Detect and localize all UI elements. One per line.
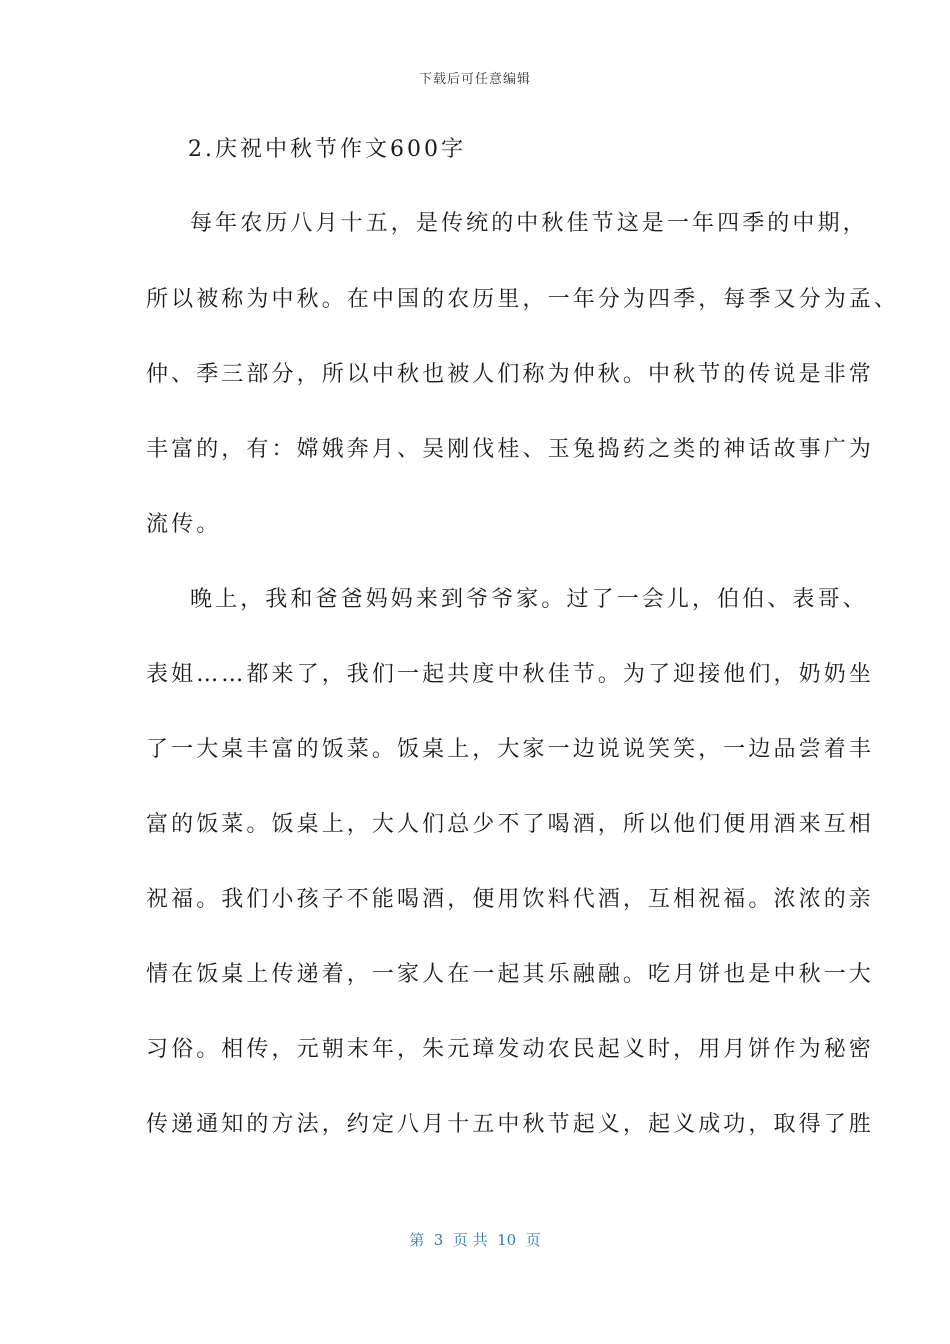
page-number-footer: 第 3 页 共 10 页 (409, 1231, 541, 1249)
paragraph-1-line-5: 流传。 (146, 512, 222, 537)
paragraph-2-line-4: 富的饭菜。饭桌上，大人们总少不了喝酒，所以他们便用酒来互相 (146, 812, 874, 837)
paragraph-2-line-3: 了一大桌丰富的饭菜。饭桌上，大家一边说说笑笑，一边品尝着丰 (146, 737, 874, 762)
paragraph-1-line-1: 每年农历八月十五，是传统的中秋佳节这是一年四季的中期， (190, 211, 868, 236)
paragraph-1-line-3: 仲、季三部分，所以中秋也被人们称为仲秋。中秋节的传说是非常 (146, 362, 874, 387)
paragraph-1-line-2: 所以被称为中秋。在中国的农历里，一年分为四季，每季又分为孟、 (146, 287, 900, 312)
paragraph-2-line-6: 情在饭桌上传递着，一家人在一起其乐融融。吃月饼也是中秋一大 (146, 962, 874, 987)
paragraph-2-line-5: 祝福。我们小孩子不能喝酒，便用饮料代酒，互相祝福。浓浓的亲 (146, 887, 874, 912)
paragraph-2-line-7: 习俗。相传，元朝末年，朱元璋发动农民起义时，用月饼作为秘密 (146, 1037, 874, 1062)
paragraph-1-line-4: 丰富的，有：嫦娥奔月、吴刚伐桂、玉兔捣药之类的神话故事广为 (146, 437, 874, 462)
article-heading: 2.庆祝中秋节作文600字 (188, 137, 466, 162)
header-note: 下载后可任意编辑 (418, 72, 531, 87)
paragraph-2-line-2: 表姐……都来了，我们一起共度中秋佳节。为了迎接他们，奶奶坐 (146, 662, 874, 687)
paragraph-2-line-1: 晚上，我和爸爸妈妈来到爷爷家。过了一会儿，伯伯、表哥、 (190, 587, 868, 612)
paragraph-2-line-8: 传递通知的方法，约定八月十五中秋节起义，起义成功，取得了胜 (146, 1112, 874, 1137)
